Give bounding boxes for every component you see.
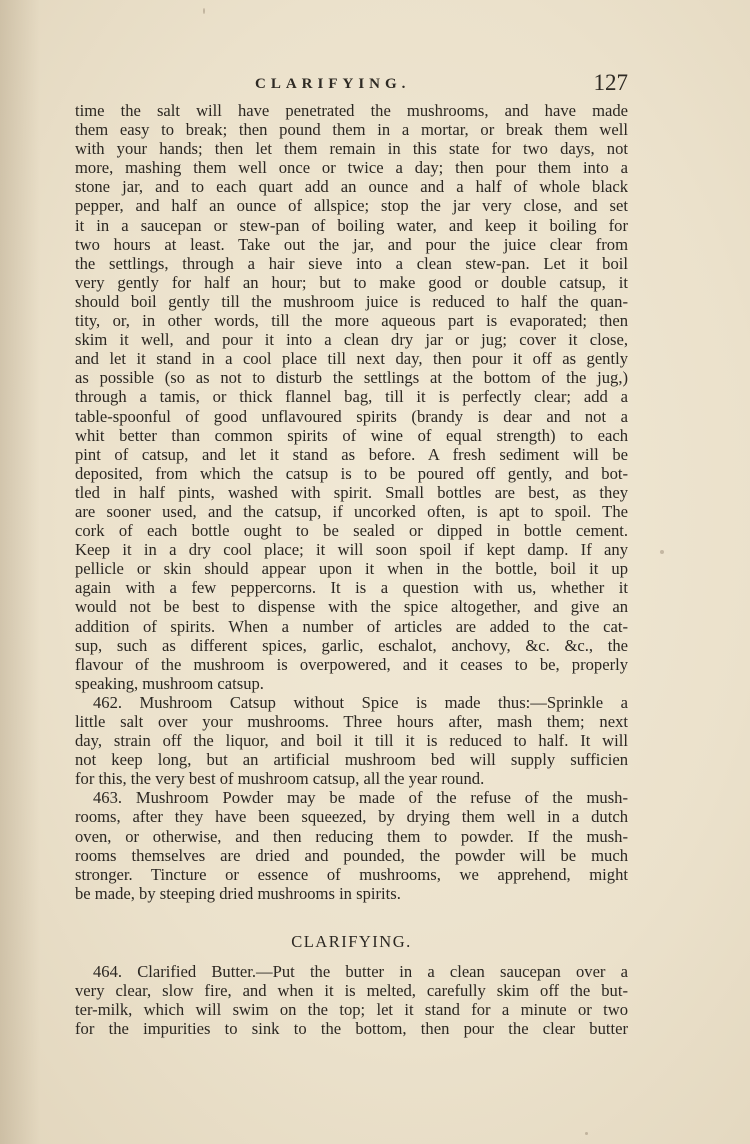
gutter-shadow	[0, 0, 40, 1144]
text-line: addition of spirits. When a number of articles are added to the cat-	[75, 616, 628, 636]
text-line: the settlings, through a hair sieve into a clean stew-pan. Let it boil	[75, 253, 628, 273]
text-line: are sooner used, and the catsup, if uncorked often, is apt to spoil. The	[75, 501, 628, 521]
text-line: pint of catsup, and let it stand as before. A fresh sediment will be	[75, 444, 628, 464]
text-line: very gently for half an hour; but to make good or double catsup, it	[75, 272, 628, 292]
paper-fleck	[660, 550, 664, 554]
paragraph-464-line: ter-milk, which will swim on the top; let it stand for a minute or two	[75, 1000, 628, 1020]
text-line: cork of each bottle ought to be sealed or dipped in bottle cement.	[75, 521, 628, 541]
section-heading: CLARIFYING.	[291, 932, 412, 951]
body-text-continued	[75, 962, 628, 1038]
body-text	[75, 101, 628, 903]
text-line: time the salt will have penetrated the mushrooms, and have made	[75, 101, 628, 120]
page-number: 127	[593, 70, 628, 95]
text-line: Keep it in a dry cool place; it will soon spoil if kept damp. If any	[75, 540, 628, 560]
text-line: would not be best to dispense with the spice altogether, and give an	[75, 597, 628, 617]
text-line: should boil gently till the mushroom juice is reduced to half the quan-	[75, 291, 628, 311]
text-line: pellicle or skin should appear upon it when in the bottle, boil it up	[75, 559, 628, 579]
text-line: skim it well, and pour it into a clean dry jar or jug; cover it close,	[75, 330, 628, 350]
text-line: through a tamis, or thick flannel bag, till it is perfectly clear; add a	[75, 387, 628, 407]
text-line: sup, such as different spices, garlic, eschalot, anchovy, &c. &c., the	[75, 635, 628, 655]
paragraph-463-line: stronger. Tincture or essence of mushrooms, we apprehend, might	[75, 864, 628, 884]
text-line: tity, or, in other words, till the more aqueous part is evaporated; then	[75, 311, 628, 331]
paragraph-463-line: oven, or otherwise, and then reducing them to powder. If the mush-	[75, 826, 628, 846]
paragraph-462-line: for this, the very best of mushroom catsup, all the year round.	[75, 769, 485, 789]
text-line: deposited, from which the catsup is to be poured off gently, and bot-	[75, 463, 628, 483]
paragraph-462-line: day, strain off the liquor, and boil it till it is reduced to half. It will	[75, 731, 628, 751]
text-line: whit better than common spirits of wine of equal strength) to each	[75, 425, 628, 445]
text-line: them easy to break; then pound them in a mortar, or break them well	[75, 120, 628, 140]
paragraph-462-line: 462. Mushroom Catsup without Spice is made thus:—Sprinkle a	[93, 692, 628, 712]
text-line: with your hands; then let them remain in this state for two days, not	[75, 139, 628, 159]
text-line: as possible (so as not to disturb the settlings at the bottom of the jug,)	[75, 368, 628, 388]
paragraph-462-line: little salt over your mushrooms. Three hours after, mash them; next	[75, 712, 628, 731]
text-line: tled in half pints, washed with spirit. Small bottles are best, as they	[75, 482, 628, 502]
text-line: it in a saucepan or stew-pan of boiling water, and keep it boiling for	[75, 215, 628, 235]
paragraph-464-line: for the impurities to sink to the bottom, then pour the clear butter	[75, 1019, 628, 1039]
text-line: more, mashing them well once or twice a day; then pour them into a	[75, 158, 628, 178]
text-line: table-spoonful of good unflavoured spirits (brandy is dear and not a	[75, 406, 628, 426]
text-line: speaking, mushroom catsup.	[75, 673, 264, 693]
text-line: again with a few peppercorns. It is a question with us, whether it	[75, 578, 628, 598]
text-line: flavour of the mushroom is overpowered, and it ceases to be, properly	[75, 654, 628, 674]
paragraph-463-line: be made, by steeping dried mushrooms in spirits.	[75, 883, 401, 903]
paragraph-464-line: very clear, slow fire, and when it is melted, carefully skim off the but-	[75, 981, 628, 1001]
paper-fleck	[203, 8, 205, 14]
text-line: and let it stand in a cool place till next day, then pour it off as gently	[75, 349, 628, 369]
paragraph-463-line: rooms themselves are dried and pounded, the powder will be much	[75, 845, 628, 865]
text-line: pepper, and half an ounce of allspice; stop the jar very close, and set	[75, 196, 628, 216]
text-line: stone jar, and to each quart add an ounce and a half of whole black	[75, 177, 628, 197]
paper-fleck	[585, 1132, 588, 1135]
paragraph-464-line: 464. Clarified Butter.—Put the butter in a clean saucepan over a	[93, 962, 628, 981]
paragraph-462-line: not keep long, but an artificial mushroom bed will supply sufficien	[75, 750, 628, 770]
page-header	[75, 70, 628, 100]
running-head: CLARIFYING.	[255, 76, 411, 92]
text-line: two hours at least. Take out the jar, and pour the juice clear from	[75, 234, 628, 254]
paragraph-463-line: rooms, after they have been squeezed, by drying them well in a dutch	[75, 807, 628, 827]
paragraph-463-line: 463. Mushroom Powder may be made of the refuse of the mush-	[93, 788, 628, 808]
